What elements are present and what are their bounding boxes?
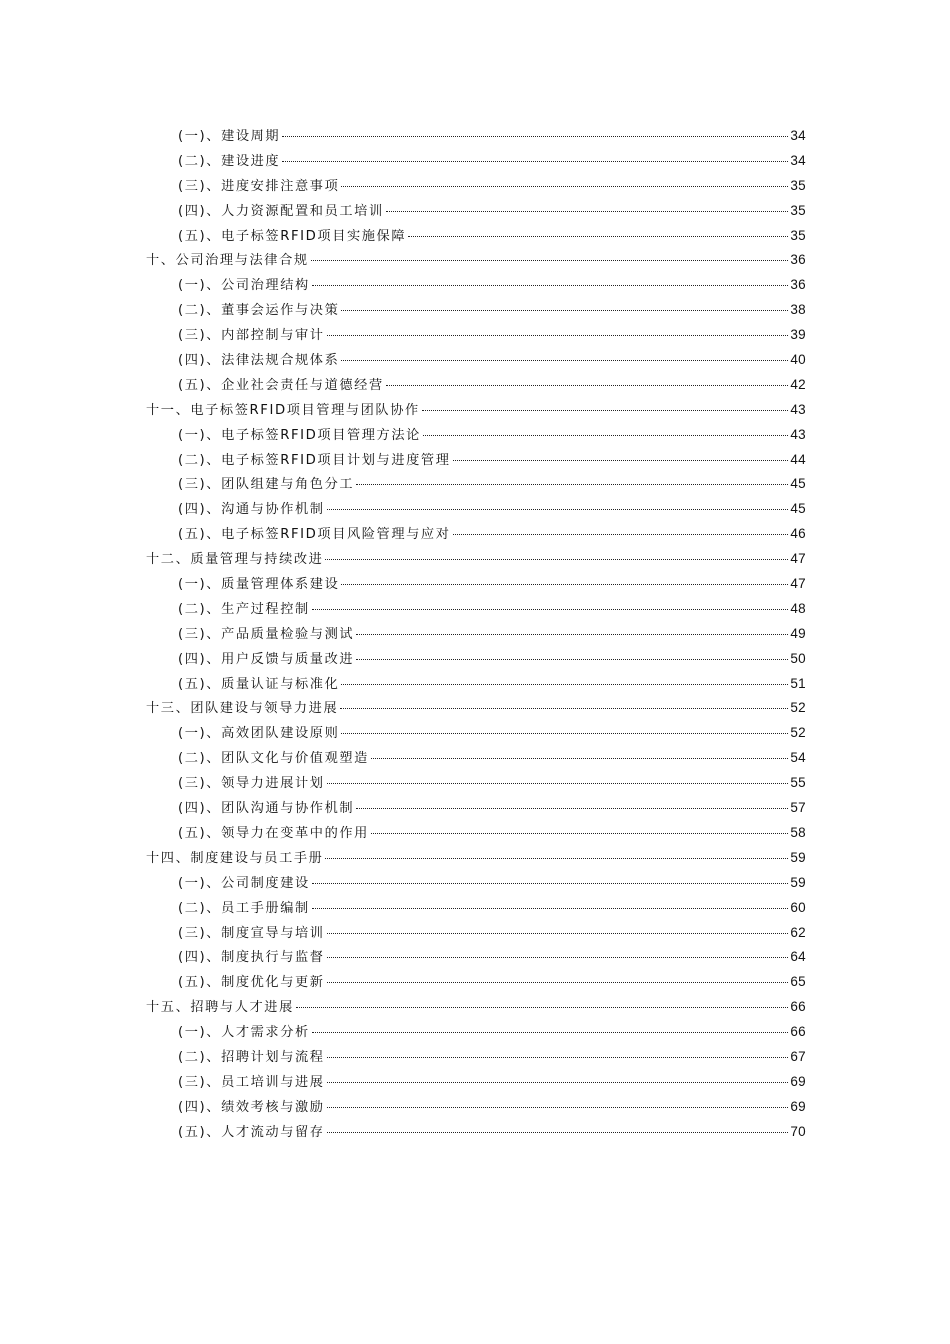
toc-section-entry[interactable] [146, 821, 806, 846]
toc-section-entry[interactable] [146, 796, 806, 821]
toc-page-number: 44 [790, 451, 806, 467]
toc-page-number: 58 [790, 824, 806, 840]
dot-leader [327, 1082, 789, 1083]
toc-section-entry[interactable] [146, 1120, 806, 1145]
toc-chapter-entry[interactable] [146, 846, 806, 871]
toc-section-entry[interactable] [146, 273, 806, 298]
toc-chapter-entry[interactable] [146, 248, 806, 273]
dot-leader [282, 136, 788, 137]
toc-entry-title: (一)、人才需求分析 [178, 1025, 310, 1041]
dot-leader [341, 584, 788, 585]
toc-entry-title: (五)、电子标签RFID项目实施保障 [178, 228, 407, 244]
toc-section-entry[interactable] [146, 647, 806, 672]
toc-page-number: 43 [790, 426, 806, 442]
toc-page-number: 55 [790, 775, 806, 791]
toc-entry-title: (五)、人才流动与留存 [178, 1124, 325, 1140]
dot-leader [327, 783, 789, 784]
toc-page-number: 43 [790, 401, 806, 417]
toc-section-entry[interactable] [146, 1070, 806, 1095]
toc-section-entry[interactable] [146, 323, 806, 348]
toc-entry-title: (二)、招聘计划与流程 [178, 1049, 325, 1065]
toc-entry-title: 十五、招聘与人才进展 [146, 1000, 294, 1016]
dot-leader [327, 335, 789, 336]
toc-section-entry[interactable] [146, 871, 806, 896]
toc-page-number: 59 [790, 849, 806, 865]
toc-entry-title: (五)、制度优化与更新 [178, 975, 325, 991]
toc-page-number: 45 [790, 501, 806, 517]
dot-leader [356, 634, 788, 635]
toc-page-number: 67 [790, 1048, 806, 1064]
toc-page-number: 47 [790, 576, 806, 592]
toc-section-entry[interactable] [146, 622, 806, 647]
toc-entry-title: (四)、用户反馈与质量改进 [178, 651, 355, 667]
toc-page-number: 65 [790, 974, 806, 990]
toc-section-entry[interactable] [146, 448, 806, 473]
toc-entry-title: (二)、员工手册编制 [178, 900, 310, 916]
toc-entry-title: (四)、团队沟通与协作机制 [178, 801, 355, 817]
toc-entry-title: (四)、法律法规合规体系 [178, 353, 340, 369]
toc-section-entry[interactable] [146, 423, 806, 448]
toc-section-entry[interactable] [146, 1045, 806, 1070]
toc-entry-title: (二)、建设进度 [178, 153, 281, 169]
dot-leader [341, 310, 788, 311]
toc-section-entry[interactable] [146, 149, 806, 174]
toc-section-entry[interactable] [146, 373, 806, 398]
toc-entry-title: (一)、公司制度建设 [178, 875, 310, 891]
toc-entry-title: (三)、内部控制与审计 [178, 328, 325, 344]
toc-entry-title: (二)、董事会运作与决策 [178, 303, 340, 319]
toc-page-number: 42 [790, 376, 806, 392]
dot-leader [312, 908, 789, 909]
dot-leader [327, 509, 789, 510]
toc-page-number: 35 [790, 227, 806, 243]
toc-page-number: 38 [790, 302, 806, 318]
dot-leader [312, 609, 789, 610]
dot-leader [327, 1057, 789, 1058]
dot-leader [327, 982, 789, 983]
toc-section-entry[interactable] [146, 746, 806, 771]
dot-leader [386, 385, 789, 386]
toc-entry-title: (一)、公司治理结构 [178, 278, 310, 294]
toc-page-number: 57 [790, 800, 806, 816]
dot-leader [311, 260, 789, 261]
toc-page-number: 54 [790, 750, 806, 766]
toc-page-number: 59 [790, 874, 806, 890]
dot-leader [356, 808, 788, 809]
dot-leader [453, 534, 789, 535]
toc-page-number: 49 [790, 625, 806, 641]
toc-section-entry[interactable] [146, 174, 806, 199]
toc-section-entry[interactable] [146, 298, 806, 323]
toc-entry-title: (三)、团队组建与角色分工 [178, 477, 355, 493]
toc-page-number: 36 [790, 277, 806, 293]
toc-section-entry[interactable] [146, 497, 806, 522]
toc-page-number: 62 [790, 924, 806, 940]
toc-section-entry[interactable] [146, 224, 806, 249]
toc-entry-title: (一)、建设周期 [178, 129, 281, 144]
dot-leader [356, 659, 788, 660]
toc-entry-title: (三)、产品质量检验与测试 [178, 626, 355, 642]
toc-section-entry[interactable] [146, 896, 806, 921]
toc-entry-title: (三)、制度宣导与培训 [178, 925, 325, 941]
toc-entry-title: (三)、员工培训与进展 [178, 1074, 325, 1090]
dot-leader [340, 708, 788, 709]
toc-entry-title: 十二、质量管理与持续改进 [146, 552, 324, 568]
toc-page-number: 46 [790, 526, 806, 542]
dot-leader [341, 360, 788, 361]
toc-entry-title: (五)、电子标签RFID项目风险管理与应对 [178, 527, 451, 543]
toc-chapter-entry[interactable] [146, 696, 806, 721]
toc-section-entry[interactable] [146, 672, 806, 697]
toc-entry-title: (五)、企业社会责任与道德经营 [178, 377, 384, 393]
toc-section-entry[interactable] [146, 1095, 806, 1120]
toc-page-number: 35 [790, 202, 806, 218]
toc-section-entry[interactable] [146, 1020, 806, 1045]
toc-page-number: 36 [790, 252, 806, 268]
dot-leader [327, 957, 789, 958]
toc-page-number: 66 [790, 1024, 806, 1040]
dot-leader [296, 1007, 789, 1008]
dot-leader [327, 933, 789, 934]
toc-entry-title: (四)、制度执行与监督 [178, 950, 325, 966]
toc-section-entry[interactable] [146, 721, 806, 746]
toc-entry-title: 十三、团队建设与领导力进展 [146, 701, 339, 717]
toc-entry-title: 十、公司治理与法律合规 [146, 253, 309, 269]
toc-page-number: 45 [790, 476, 806, 492]
toc-entry-title: (二)、电子标签RFID项目计划与进度管理 [178, 452, 451, 468]
dot-leader [371, 758, 788, 759]
toc-section-entry[interactable] [146, 124, 806, 149]
toc-entry-title: (四)、沟通与协作机制 [178, 502, 325, 518]
dot-leader [325, 858, 788, 859]
toc-page-number: 64 [790, 949, 806, 965]
toc-section-entry[interactable] [146, 572, 806, 597]
toc-entry-title: (五)、领导力在变革中的作用 [178, 825, 369, 841]
toc-entry-title: (三)、领导力进展计划 [178, 776, 325, 792]
toc-chapter-entry[interactable] [146, 398, 806, 423]
dot-leader [312, 883, 789, 884]
toc-entry-title: (二)、团队文化与价值观塑造 [178, 751, 369, 767]
dot-leader [312, 1032, 789, 1033]
dot-leader [453, 460, 789, 461]
toc-page-number: 34 [790, 152, 806, 168]
toc-page-number: 47 [790, 551, 806, 567]
toc-page-number: 39 [790, 327, 806, 343]
toc-section-entry[interactable] [146, 522, 806, 547]
dot-leader [327, 1107, 789, 1108]
toc-entry-title: 十四、制度建设与员工手册 [146, 850, 324, 866]
dot-leader [327, 1132, 789, 1133]
toc-page-number: 34 [790, 128, 806, 143]
dot-leader [386, 211, 789, 212]
toc-entry-title: (五)、质量认证与标准化 [178, 676, 340, 692]
table-of-contents [146, 124, 806, 1145]
toc-page-number: 69 [790, 1098, 806, 1114]
toc-page-number: 51 [790, 675, 806, 691]
toc-entry-title: (三)、进度安排注意事项 [178, 178, 340, 194]
dot-leader [341, 733, 788, 734]
toc-entry-title: (一)、电子标签RFID项目管理方法论 [178, 427, 421, 443]
toc-page-number: 35 [790, 177, 806, 193]
toc-section-entry[interactable] [146, 771, 806, 796]
toc-page-number: 52 [790, 700, 806, 716]
toc-section-entry[interactable] [146, 348, 806, 373]
toc-section-entry[interactable] [146, 597, 806, 622]
toc-entry-title: (一)、高效团队建设原则 [178, 726, 340, 742]
dot-leader [341, 684, 788, 685]
dot-leader [423, 435, 788, 436]
dot-leader [325, 559, 788, 560]
toc-entry-title: (一)、质量管理体系建设 [178, 577, 340, 593]
dot-leader [422, 410, 789, 411]
toc-page-number: 50 [790, 650, 806, 666]
toc-section-entry[interactable] [146, 921, 806, 946]
toc-page-number: 66 [790, 999, 806, 1015]
dot-leader [408, 236, 788, 237]
toc-chapter-entry[interactable] [146, 995, 806, 1020]
toc-page-number: 69 [790, 1073, 806, 1089]
toc-page-number: 70 [790, 1123, 806, 1139]
toc-chapter-entry[interactable] [146, 547, 806, 572]
toc-section-entry[interactable] [146, 472, 806, 497]
toc-page-number: 48 [790, 600, 806, 616]
dot-leader [341, 186, 788, 187]
toc-entry-title: 十一、电子标签RFID项目管理与团队协作 [146, 402, 420, 418]
toc-entry-title: (二)、生产过程控制 [178, 601, 310, 617]
toc-page-number: 52 [790, 725, 806, 741]
dot-leader [356, 484, 788, 485]
dot-leader [282, 161, 788, 162]
toc-section-entry[interactable] [146, 970, 806, 995]
toc-page-number: 40 [790, 352, 806, 368]
toc-entry-title: (四)、人力资源配置和员工培训 [178, 203, 384, 219]
toc-section-entry[interactable] [146, 945, 806, 970]
toc-page-number: 60 [790, 899, 806, 915]
dot-leader [371, 833, 788, 834]
toc-entry-title: (四)、绩效考核与激励 [178, 1099, 325, 1115]
toc-section-entry[interactable] [146, 199, 806, 224]
dot-leader [312, 285, 789, 286]
